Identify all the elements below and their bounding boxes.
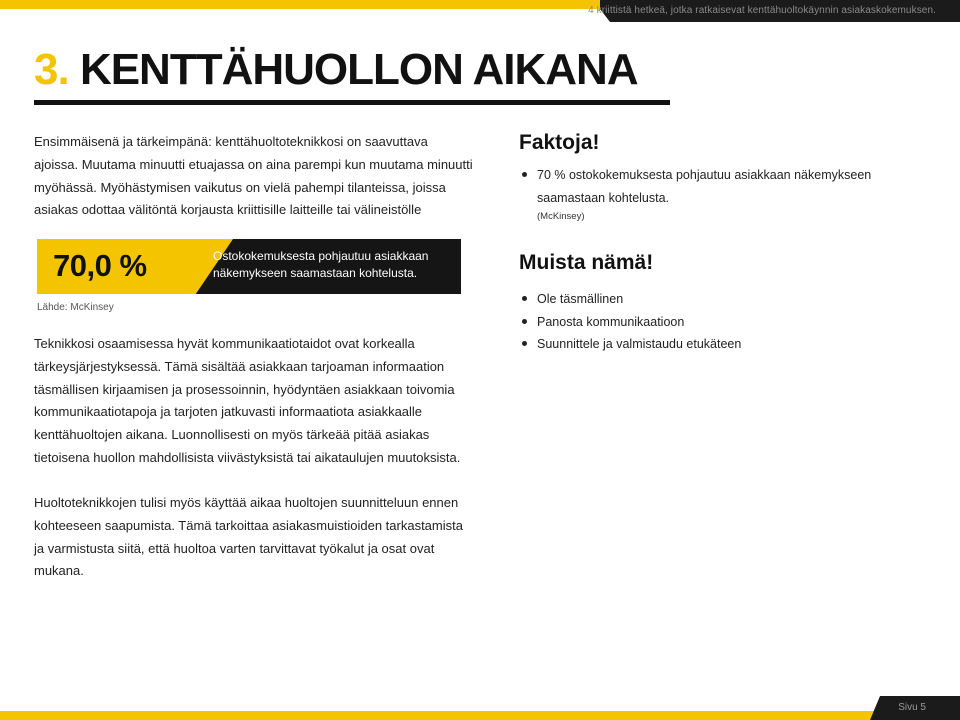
callout-percentage: 70,0 % xyxy=(53,248,147,283)
statistic-callout xyxy=(37,239,461,294)
facts-list xyxy=(520,164,920,209)
title-underline xyxy=(34,100,670,105)
top-bar-accent-band xyxy=(0,0,600,9)
remember-list-item: Ole täsmällinen xyxy=(520,288,920,311)
facts-source: (McKinsey) xyxy=(537,211,585,222)
remember-list xyxy=(520,288,920,356)
planning-paragraph: Huoltoteknikkojen tulisi myös käyttää aikaa huoltojen suunnitteluun ennen kohteeseen saapumista. Tämä tarkoittaa asiakasmuistioiden tarkastamista ja varmistusta siitä, että huoltoa varten tarvittavat työkalut ja osat ovat mukana. xyxy=(34,495,463,579)
page-title xyxy=(34,45,638,94)
intro-paragraph: Ensimmäisenä ja tärkeimpänä: kenttähuoltoteknikkosi on saavuttava ajoissa. Muutama minuutti etuajassa on aina parempi kun muutama minuutti myöhässä. Myöhästymisen vaikutus on vielä pahempi tilanteissa, joissa asiakas odottaa välitöntä korjausta kriittisille laitteille tai välineistölle xyxy=(34,134,473,218)
communication-paragraph: Teknikkosi osaamisessa hyvät kommunikaatiotaidot ovat korkealla tärkeysjärjestyksessä. Tämä sisältää asiakkaan tarjoaman informaation täsmällisen kirjaamisen ja prosessoinnin, hyödyntäen asiakkaan toivomia kommunikaatiotapoja ja tarjoten jatkuvasti informaatiota asiakkaalle kenttähuoltojen aikana. Luonnollisesti on myös tärkeää pitää asiakas tietoisena huollon mahdollisista viivästyksistä tai aikataulujen muutoksista. xyxy=(34,336,461,465)
header-tagline: 4 kriittistä hetkeä, jotka ratkaisevat kenttähuoltokäynnin asiakaskokemuksen. xyxy=(588,5,936,16)
remember-heading: Muista nämä! xyxy=(519,251,654,274)
facts-list-item: 70 % ostokokemuksesta pohjautuu asiakkaan näkemykseen saamastaan kohtelusta. xyxy=(520,164,920,209)
section-title: KENTTÄHUOLLON AIKANA xyxy=(79,45,638,94)
top-bar xyxy=(0,0,960,22)
callout-source: Lähde: McKinsey xyxy=(37,302,114,313)
facts-heading: Faktoja! xyxy=(519,131,600,154)
remember-list-item: Panosta kommunikaatioon xyxy=(520,311,920,334)
section-number: 3. xyxy=(34,45,69,94)
footer-accent-band xyxy=(0,711,900,720)
page-number: Sivu 5 xyxy=(898,702,926,713)
remember-list-item: Suunnittele ja valmistaudu etukäteen xyxy=(520,333,920,356)
callout-text: Ostokokemuksesta pohjautuu asiakkaan näkemykseen saamastaan kohtelusta. xyxy=(213,249,429,280)
footer-bar xyxy=(0,696,960,720)
